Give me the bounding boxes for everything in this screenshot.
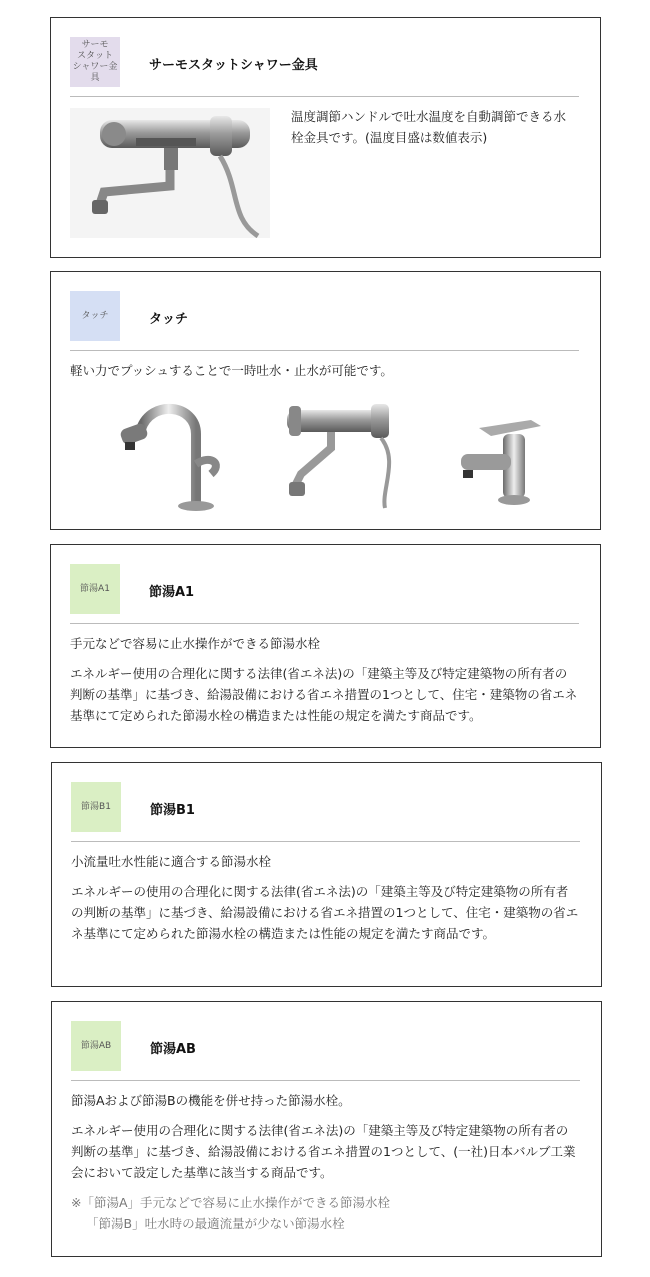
basin-faucet-image xyxy=(451,410,561,510)
card-thermostat-shower xyxy=(50,17,601,258)
thermostat-faucet-image xyxy=(70,108,270,238)
divider xyxy=(71,1080,580,1081)
card-lead: 手元などで容易に止水操作ができる節湯水栓 xyxy=(70,636,321,651)
card-lead: 節湯Aおよび節湯Bの機能を併せ持った節湯水栓。 xyxy=(71,1093,351,1108)
card-note-2: 「節湯B」吐水時の最適流量が少ない節湯水栓 xyxy=(86,1216,345,1231)
badge-touch: タッチ xyxy=(70,291,120,341)
card-setsuyu-ab xyxy=(51,1001,602,1257)
card-title: 節湯B1 xyxy=(150,803,195,818)
divider xyxy=(70,350,579,351)
card-body: エネルギーの使用の合理化に関する法律(省エネ法)の「建築主等及び特定建築物の所有者の判断の基準」に基づき、給湯設備における省エネ措置の1つとして、住宅・建築物の省エネ基準にて定められた節湯水栓の構造または性能の規定を満たす商品です。 xyxy=(71,884,579,941)
card-description: 軽い力でプッシュすることで一時吐水・止水が可能です。 xyxy=(70,363,393,378)
card-title: 節湯AB xyxy=(150,1042,196,1057)
kitchen-faucet-image xyxy=(111,394,231,514)
divider xyxy=(71,841,580,842)
card-setsuyu-a1 xyxy=(50,544,601,748)
card-body: エネルギー使用の合理化に関する法律(省エネ法)の「建築主等及び特定建築物の所有者の判断の基準」に基づき、給湯設備における省エネ措置の1つとして、住宅・建築物の省エネ基準にて定められた節湯水栓の構造または性能の規定を満たす商品です。 xyxy=(70,666,578,723)
card-setsuyu-b1 xyxy=(51,762,602,987)
badge-thermostat: サーモ スタット シャワー金具 xyxy=(70,37,120,87)
card-body: エネルギー使用の合理化に関する法律(省エネ法)の「建築主等及び特定建築物の所有者の判断の基準」に基づき、給湯設備における省エネ措置の1つとして、(一社)日本バルブ工業会において設定した基準に該当する商品です。 xyxy=(71,1123,576,1180)
card-title: 節湯A1 xyxy=(149,585,195,600)
divider xyxy=(70,623,579,624)
card-title: サーモスタットシャワー金具 xyxy=(149,58,318,73)
card-note-1: ※「節湯A」手元などで容易に止水操作ができる節湯水栓 xyxy=(71,1195,391,1210)
card-title: タッチ xyxy=(149,312,189,327)
badge-setsuyu-ab: 節湯AB xyxy=(71,1021,121,1071)
card-touch xyxy=(50,271,601,530)
badge-setsuyu-a1: 節湯A1 xyxy=(70,564,120,614)
card-lead: 小流量吐水性能に適合する節湯水栓 xyxy=(71,854,272,869)
badge-setsuyu-b1: 節湯B1 xyxy=(71,782,121,832)
card-description: 温度調節ハンドルで吐水温度を自動調節できる水栓金具です。(温度目盛は数値表示) xyxy=(291,109,567,145)
divider xyxy=(70,96,579,97)
shower-faucet-image xyxy=(281,400,411,510)
